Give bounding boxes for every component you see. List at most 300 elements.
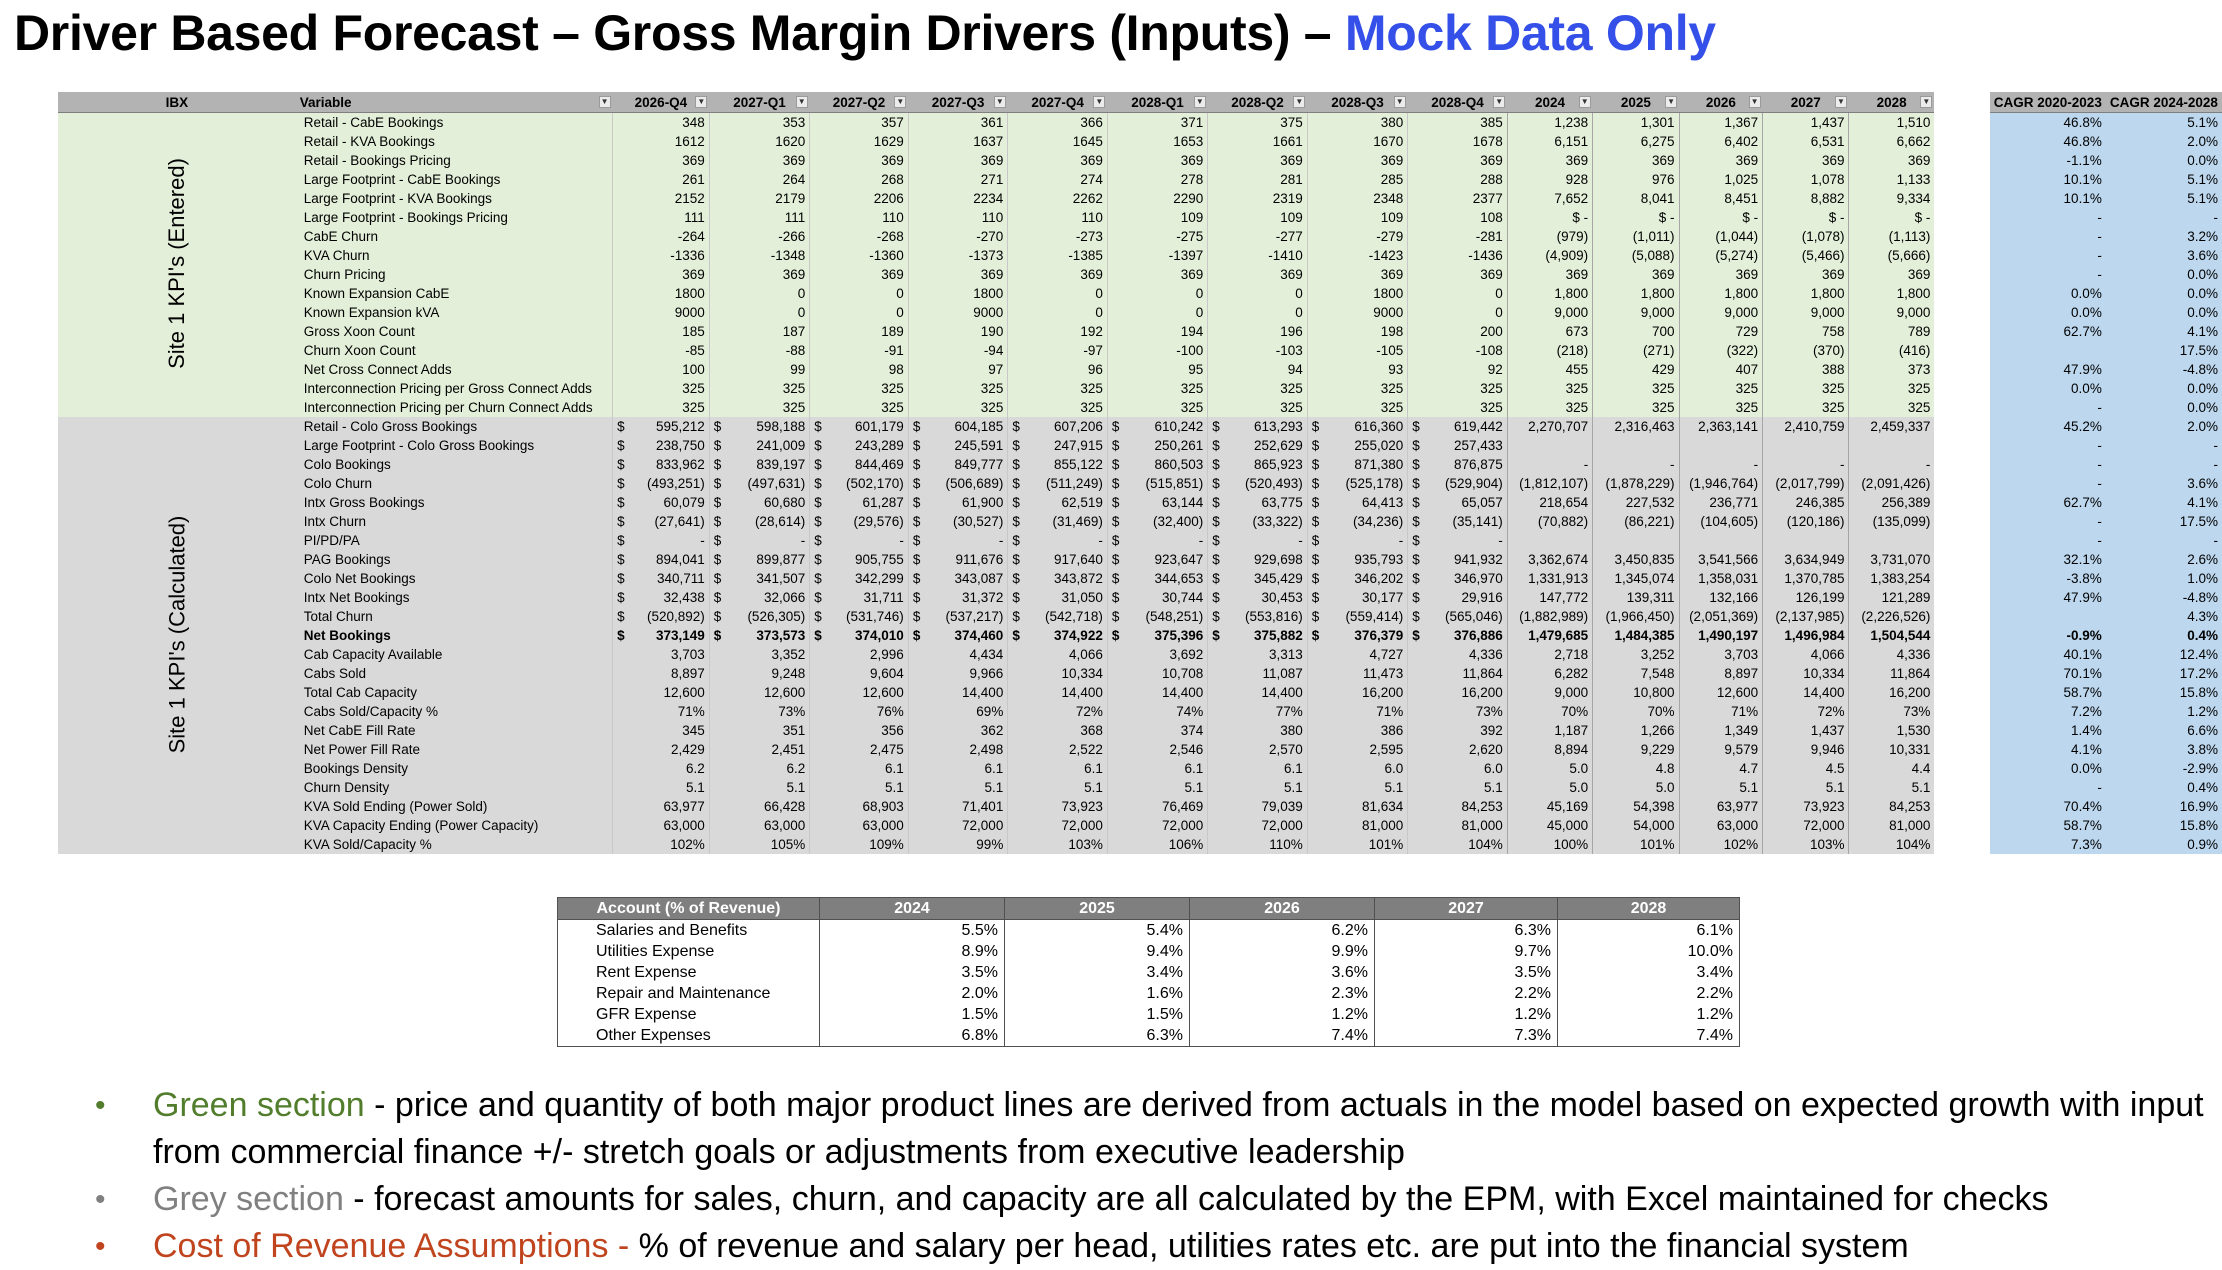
filter-dropdown-icon[interactable]: ▼ [1579,96,1591,108]
quarter-cell[interactable]: 71,401 [908,797,1008,816]
year-cell[interactable]: 369 [1763,151,1849,170]
quarter-cell[interactable]: 2,620 [1408,740,1508,759]
year-cell[interactable]: (86,221) [1593,512,1679,531]
quarter-cell[interactable]: $ - [1408,531,1508,550]
quarter-cell[interactable]: $ 31,711 [810,588,909,607]
quarter-cell[interactable]: -281 [1408,227,1508,246]
quarter-cell[interactable]: 0 [1107,284,1207,303]
quarter-cell[interactable]: 2152 [613,189,710,208]
year-cell[interactable]: 789 [1849,322,1934,341]
quarter-cell[interactable]: 104% [1408,835,1508,854]
quarter-cell[interactable]: $ 373,573 [709,626,809,645]
variable-name[interactable]: Colo Net Bookings [296,569,613,588]
quarter-cell[interactable]: 8,897 [613,664,710,683]
quarter-cell[interactable]: 2,522 [1008,740,1108,759]
quarter-cell[interactable]: 2290 [1107,189,1207,208]
quarter-cell[interactable]: 14,400 [1008,683,1108,702]
quarter-cell[interactable]: $ 60,680 [709,493,809,512]
variable-name[interactable]: Known Expansion CabE [296,284,613,303]
quarter-cell[interactable]: -1410 [1208,246,1308,265]
cor-value[interactable]: 2.2% [1375,983,1558,1004]
year-cell[interactable]: (2,226,526) [1849,607,1934,626]
year-cell[interactable]: 1,025 [1679,170,1763,189]
year-cell[interactable]: 126,199 [1763,588,1849,607]
quarter-cell[interactable]: -275 [1107,227,1207,246]
quarter-cell[interactable]: 351 [709,721,809,740]
cor-value[interactable]: 6.1% [1558,920,1740,942]
filter-dropdown-icon[interactable]: ▼ [1835,96,1847,108]
year-cell[interactable]: 7,548 [1593,664,1679,683]
year-cell[interactable]: 73% [1849,702,1934,721]
header-year[interactable]: 2028 ▼ [1849,92,1934,113]
quarter-cell[interactable]: 12,600 [613,683,710,702]
variable-name[interactable]: KVA Capacity Ending (Power Capacity) [296,816,613,835]
year-cell[interactable]: 16,200 [1849,683,1934,702]
quarter-cell[interactable]: 99% [908,835,1008,854]
quarter-cell[interactable]: 325 [908,398,1008,417]
quarter-cell[interactable]: 73,923 [1008,797,1108,816]
quarter-cell[interactable]: -1360 [810,246,909,265]
header-quarter[interactable]: 2026-Q4 ▼ [613,92,710,113]
quarter-cell[interactable]: $ 844,469 [810,455,909,474]
quarter-cell[interactable]: 369 [908,151,1008,170]
quarter-cell[interactable]: $ (35,141) [1408,512,1508,531]
quarter-cell[interactable]: 0 [1208,303,1308,322]
quarter-cell[interactable]: 12,600 [709,683,809,702]
year-cell[interactable]: 1,800 [1593,284,1679,303]
quarter-cell[interactable]: $ 613,293 [1208,417,1308,436]
year-cell[interactable]: 9,579 [1679,740,1763,759]
year-cell[interactable]: (2,137,985) [1763,607,1849,626]
quarter-cell[interactable]: 110% [1208,835,1308,854]
quarter-cell[interactable]: 74% [1107,702,1207,721]
quarter-cell[interactable]: 196 [1208,322,1308,341]
cor-value[interactable]: 7.4% [1190,1025,1375,1047]
quarter-cell[interactable]: 325 [613,379,710,398]
quarter-cell[interactable]: 264 [709,170,809,189]
quarter-cell[interactable]: $ (511,249) [1008,474,1108,493]
year-cell[interactable]: 70% [1507,702,1592,721]
quarter-cell[interactable]: 16,200 [1408,683,1508,702]
variable-name[interactable]: PI/PD/PA [296,531,613,550]
quarter-cell[interactable]: 109% [810,835,909,854]
year-cell[interactable] [1679,436,1763,455]
quarter-cell[interactable]: 9000 [613,303,710,322]
quarter-cell[interactable]: $ 616,360 [1307,417,1407,436]
quarter-cell[interactable]: $ (29,576) [810,512,909,531]
cor-value[interactable]: 3.4% [1005,962,1190,983]
header-quarter[interactable]: 2028-Q1 ▼ [1107,92,1207,113]
year-cell[interactable] [1763,531,1849,550]
quarter-cell[interactable]: 63,977 [613,797,710,816]
quarter-cell[interactable]: 1637 [908,132,1008,151]
year-cell[interactable] [1507,436,1592,455]
quarter-cell[interactable]: $ 373,149 [613,626,710,645]
quarter-cell[interactable]: 368 [1008,721,1108,740]
quarter-cell[interactable]: $ - [613,531,710,550]
cor-value[interactable]: 6.3% [1005,1025,1190,1047]
quarter-cell[interactable]: 261 [613,170,710,189]
variable-name[interactable]: KVA Sold Ending (Power Sold) [296,797,613,816]
year-cell[interactable] [1679,531,1763,550]
quarter-cell[interactable]: 369 [810,151,909,170]
year-cell[interactable]: 373 [1849,360,1934,379]
cor-value[interactable]: 3.5% [820,962,1005,983]
year-cell[interactable]: 2,363,141 [1679,417,1763,436]
quarter-cell[interactable]: 109 [1107,208,1207,227]
quarter-cell[interactable]: 285 [1307,170,1407,189]
year-cell[interactable]: 1,383,254 [1849,569,1934,588]
year-cell[interactable]: 325 [1763,398,1849,417]
year-cell[interactable]: 325 [1593,379,1679,398]
quarter-cell[interactable]: $ (515,851) [1107,474,1207,493]
year-cell[interactable]: - [1507,455,1592,474]
quarter-cell[interactable]: $ 61,900 [908,493,1008,512]
cor-value[interactable]: 9.9% [1190,941,1375,962]
cor-value[interactable]: 3.5% [1375,962,1558,983]
quarter-cell[interactable]: 0 [1408,284,1508,303]
quarter-cell[interactable]: 6.1 [1008,759,1108,778]
quarter-cell[interactable]: $ 63,775 [1208,493,1308,512]
year-cell[interactable]: 6,662 [1849,132,1934,151]
quarter-cell[interactable]: 0 [1208,284,1308,303]
quarter-cell[interactable]: 325 [1408,398,1508,417]
quarter-cell[interactable]: 3,352 [709,645,809,664]
quarter-cell[interactable]: 356 [810,721,909,740]
quarter-cell[interactable]: 2,475 [810,740,909,759]
year-cell[interactable]: 9,000 [1507,303,1592,322]
quarter-cell[interactable]: $ 941,932 [1408,550,1508,569]
quarter-cell[interactable]: $ (565,046) [1408,607,1508,626]
year-cell[interactable]: (2,051,369) [1679,607,1763,626]
year-cell[interactable]: 4.4 [1849,759,1934,778]
year-cell[interactable]: 45,000 [1507,816,1592,835]
quarter-cell[interactable]: 6.0 [1408,759,1508,778]
year-cell[interactable]: (1,966,450) [1593,607,1679,626]
year-cell[interactable]: 369 [1507,265,1592,284]
year-cell[interactable] [1593,531,1679,550]
quarter-cell[interactable]: $ (520,892) [613,607,710,626]
year-cell[interactable]: (1,113) [1849,227,1934,246]
year-cell[interactable]: (2,017,799) [1763,474,1849,493]
year-cell[interactable]: 71% [1679,702,1763,721]
quarter-cell[interactable]: 9000 [908,303,1008,322]
cor-value[interactable]: 2.0% [820,983,1005,1004]
year-cell[interactable]: 5.0 [1507,759,1592,778]
year-cell[interactable]: 325 [1507,379,1592,398]
year-cell[interactable]: 9,946 [1763,740,1849,759]
quarter-cell[interactable]: 2,498 [908,740,1008,759]
cor-value[interactable]: 7.4% [1558,1025,1740,1047]
quarter-cell[interactable]: $ 341,507 [709,569,809,588]
quarter-cell[interactable]: 5.1 [1107,778,1207,797]
year-cell[interactable]: 72,000 [1763,816,1849,835]
header-quarter[interactable]: 2028-Q2 ▼ [1208,92,1308,113]
header-quarter[interactable]: 2027-Q3 ▼ [908,92,1008,113]
quarter-cell[interactable]: 16,200 [1307,683,1407,702]
quarter-cell[interactable]: 375 [1208,113,1308,133]
quarter-cell[interactable]: -279 [1307,227,1407,246]
quarter-cell[interactable]: 325 [1008,379,1108,398]
year-cell[interactable]: 8,041 [1593,189,1679,208]
quarter-cell[interactable]: 1661 [1208,132,1308,151]
year-cell[interactable]: (5,274) [1679,246,1763,265]
quarter-cell[interactable]: 325 [1008,398,1108,417]
year-cell[interactable]: 3,450,835 [1593,550,1679,569]
quarter-cell[interactable]: 9,248 [709,664,809,683]
quarter-cell[interactable]: 325 [1107,379,1207,398]
quarter-cell[interactable]: 72,000 [1107,816,1207,835]
quarter-cell[interactable]: 6.1 [1208,759,1308,778]
filter-dropdown-icon[interactable]: ▼ [894,96,906,108]
quarter-cell[interactable]: $ (34,236) [1307,512,1407,531]
quarter-cell[interactable]: 369 [1107,265,1207,284]
quarter-cell[interactable]: 4,336 [1408,645,1508,664]
quarter-cell[interactable]: 2206 [810,189,909,208]
quarter-cell[interactable]: 325 [1208,398,1308,417]
variable-name[interactable]: Total Churn [296,607,613,626]
year-cell[interactable]: 9,334 [1849,189,1934,208]
quarter-cell[interactable]: 187 [709,322,809,341]
quarter-cell[interactable]: 2,996 [810,645,909,664]
quarter-cell[interactable]: $ (502,170) [810,474,909,493]
quarter-cell[interactable]: -108 [1408,341,1508,360]
quarter-cell[interactable]: $ 61,287 [810,493,909,512]
quarter-cell[interactable]: 361 [908,113,1008,133]
quarter-cell[interactable]: -100 [1107,341,1207,360]
variable-name[interactable]: CabE Churn [296,227,613,246]
quarter-cell[interactable]: $ (559,414) [1307,607,1407,626]
year-cell[interactable]: (5,466) [1763,246,1849,265]
year-cell[interactable]: (4,909) [1507,246,1592,265]
header-quarter[interactable]: 2028-Q4 ▼ [1408,92,1508,113]
quarter-cell[interactable]: 105% [709,835,809,854]
quarter-cell[interactable]: 325 [908,379,1008,398]
year-cell[interactable]: 1,437 [1763,113,1849,133]
year-cell[interactable]: 700 [1593,322,1679,341]
quarter-cell[interactable]: 1629 [810,132,909,151]
quarter-cell[interactable]: $ 607,206 [1008,417,1108,436]
quarter-cell[interactable]: $ 929,698 [1208,550,1308,569]
year-cell[interactable]: 1,530 [1849,721,1934,740]
year-cell[interactable]: (2,091,426) [1849,474,1934,493]
quarter-cell[interactable]: $ 604,185 [908,417,1008,436]
quarter-cell[interactable]: $ 32,438 [613,588,710,607]
quarter-cell[interactable]: 1645 [1008,132,1108,151]
quarter-cell[interactable]: 369 [613,151,710,170]
quarter-cell[interactable]: -1336 [613,246,710,265]
year-cell[interactable]: (5,088) [1593,246,1679,265]
quarter-cell[interactable]: 11,864 [1408,664,1508,683]
cor-value[interactable]: 1.6% [1005,983,1190,1004]
filter-dropdown-icon[interactable]: ▼ [1394,96,1406,108]
quarter-cell[interactable]: 1653 [1107,132,1207,151]
year-cell[interactable] [1507,531,1592,550]
quarter-cell[interactable]: 3,313 [1208,645,1308,664]
quarter-cell[interactable]: 2377 [1408,189,1508,208]
quarter-cell[interactable]: $ 64,413 [1307,493,1407,512]
year-cell[interactable]: $ - [1763,208,1849,227]
quarter-cell[interactable]: 100 [613,360,710,379]
quarter-cell[interactable]: $ 31,372 [908,588,1008,607]
quarter-cell[interactable]: $ - [1107,531,1207,550]
year-cell[interactable]: 369 [1507,151,1592,170]
quarter-cell[interactable]: 369 [613,265,710,284]
quarter-cell[interactable]: 369 [1408,151,1508,170]
year-cell[interactable]: 1,800 [1849,284,1934,303]
quarter-cell[interactable]: $ 610,242 [1107,417,1207,436]
quarter-cell[interactable]: $ 63,144 [1107,493,1207,512]
year-cell[interactable]: 928 [1507,170,1592,189]
quarter-cell[interactable]: 6.1 [1107,759,1207,778]
year-cell[interactable]: 1,370,785 [1763,569,1849,588]
quarter-cell[interactable]: $ 839,197 [709,455,809,474]
quarter-cell[interactable]: 6.1 [908,759,1008,778]
quarter-cell[interactable]: $ 62,519 [1008,493,1108,512]
quarter-cell[interactable]: 325 [1107,398,1207,417]
quarter-cell[interactable]: $ 346,202 [1307,569,1407,588]
variable-name[interactable]: Intx Churn [296,512,613,531]
quarter-cell[interactable]: $ 871,380 [1307,455,1407,474]
quarter-cell[interactable]: 281 [1208,170,1308,189]
quarter-cell[interactable]: 9,604 [810,664,909,683]
quarter-cell[interactable]: $ 30,744 [1107,588,1207,607]
year-cell[interactable]: 8,897 [1679,664,1763,683]
year-cell[interactable]: 5.1 [1679,778,1763,797]
quarter-cell[interactable]: 1620 [709,132,809,151]
quarter-cell[interactable]: -1385 [1008,246,1108,265]
header-year[interactable]: 2026 ▼ [1679,92,1763,113]
quarter-cell[interactable]: $ (28,614) [709,512,809,531]
quarter-cell[interactable]: 345 [613,721,710,740]
year-cell[interactable]: 4.8 [1593,759,1679,778]
quarter-cell[interactable]: 5.1 [709,778,809,797]
quarter-cell[interactable]: $ 911,676 [908,550,1008,569]
year-cell[interactable]: - [1763,455,1849,474]
quarter-cell[interactable]: $ 376,379 [1307,626,1407,645]
year-cell[interactable]: $ - [1849,208,1934,227]
year-cell[interactable]: 1,800 [1763,284,1849,303]
quarter-cell[interactable]: 362 [908,721,1008,740]
year-cell[interactable]: 1,187 [1507,721,1592,740]
quarter-cell[interactable]: 81,000 [1307,816,1407,835]
quarter-cell[interactable]: 81,634 [1307,797,1407,816]
quarter-cell[interactable]: 6.2 [709,759,809,778]
quarter-cell[interactable]: 380 [1307,113,1407,133]
quarter-cell[interactable]: 2348 [1307,189,1407,208]
year-cell[interactable]: 227,532 [1593,493,1679,512]
quarter-cell[interactable]: 10,334 [1008,664,1108,683]
quarter-cell[interactable]: 14,400 [908,683,1008,702]
quarter-cell[interactable]: -1348 [709,246,809,265]
quarter-cell[interactable]: $ 876,875 [1408,455,1508,474]
year-cell[interactable]: 388 [1763,360,1849,379]
year-cell[interactable]: 8,451 [1679,189,1763,208]
year-cell[interactable]: 70% [1593,702,1679,721]
year-cell[interactable]: (5,666) [1849,246,1934,265]
variable-name[interactable]: Cabs Sold [296,664,613,683]
quarter-cell[interactable]: $ - [908,531,1008,550]
quarter-cell[interactable]: $ 238,750 [613,436,710,455]
variable-name[interactable]: Large Footprint - CabE Bookings [296,170,613,189]
quarter-cell[interactable]: $ (493,251) [613,474,710,493]
variable-name[interactable]: Colo Bookings [296,455,613,474]
year-cell[interactable]: 325 [1507,398,1592,417]
quarter-cell[interactable]: $ 917,640 [1008,550,1108,569]
year-cell[interactable]: 4.5 [1763,759,1849,778]
quarter-cell[interactable]: 392 [1408,721,1508,740]
variable-name[interactable]: KVA Sold/Capacity % [296,835,613,854]
year-cell[interactable] [1593,436,1679,455]
year-cell[interactable]: 1,800 [1679,284,1763,303]
header-year[interactable]: 2025 ▼ [1593,92,1679,113]
year-cell[interactable]: 121,289 [1849,588,1934,607]
quarter-cell[interactable]: 369 [1307,265,1407,284]
quarter-cell[interactable]: 369 [709,265,809,284]
variable-name[interactable]: Bookings Density [296,759,613,778]
year-cell[interactable]: 325 [1679,398,1763,417]
quarter-cell[interactable]: $ (506,689) [908,474,1008,493]
year-cell[interactable]: 4.7 [1679,759,1763,778]
year-cell[interactable]: 1,301 [1593,113,1679,133]
variable-name[interactable]: Cab Capacity Available [296,645,613,664]
quarter-cell[interactable]: 271 [908,170,1008,189]
cor-value[interactable]: 6.8% [820,1025,1005,1047]
year-cell[interactable]: 4,336 [1849,645,1934,664]
quarter-cell[interactable]: 5.1 [1008,778,1108,797]
header-quarter[interactable]: 2027-Q1 ▼ [709,92,809,113]
quarter-cell[interactable]: 2,570 [1208,740,1308,759]
filter-dropdown-icon[interactable]: ▼ [1749,96,1761,108]
quarter-cell[interactable]: 72% [1008,702,1108,721]
quarter-cell[interactable]: 101% [1307,835,1407,854]
quarter-cell[interactable]: $ 31,050 [1008,588,1108,607]
cor-value[interactable]: 1.2% [1375,1004,1558,1025]
year-cell[interactable]: 147,772 [1507,588,1592,607]
year-cell[interactable]: 101% [1593,835,1679,854]
quarter-cell[interactable]: 76% [810,702,909,721]
quarter-cell[interactable]: 1800 [908,284,1008,303]
quarter-cell[interactable]: 0 [1107,303,1207,322]
year-cell[interactable]: 54,000 [1593,816,1679,835]
quarter-cell[interactable]: 325 [709,379,809,398]
quarter-cell[interactable]: $ 342,299 [810,569,909,588]
year-cell[interactable]: (1,946,764) [1679,474,1763,493]
filter-dropdown-icon[interactable]: ▼ [994,96,1006,108]
year-cell[interactable]: 1,437 [1763,721,1849,740]
quarter-cell[interactable]: 96 [1008,360,1108,379]
quarter-cell[interactable]: $ 65,057 [1408,493,1508,512]
quarter-cell[interactable]: 9,966 [908,664,1008,683]
year-cell[interactable]: (1,011) [1593,227,1679,246]
quarter-cell[interactable]: $ (525,178) [1307,474,1407,493]
quarter-cell[interactable]: 2,595 [1307,740,1407,759]
quarter-cell[interactable]: 189 [810,322,909,341]
quarter-cell[interactable]: -94 [908,341,1008,360]
quarter-cell[interactable]: $ 374,922 [1008,626,1108,645]
quarter-cell[interactable]: 106% [1107,835,1207,854]
variable-name[interactable]: Interconnection Pricing per Churn Connect Adds [296,398,613,417]
variable-name[interactable]: Large Footprint - Colo Gross Bookings [296,436,613,455]
quarter-cell[interactable]: -1423 [1307,246,1407,265]
quarter-cell[interactable]: 369 [1008,151,1108,170]
year-cell[interactable]: 369 [1849,151,1934,170]
quarter-cell[interactable]: $ 243,289 [810,436,909,455]
filter-dropdown-icon[interactable]: ▼ [796,96,808,108]
quarter-cell[interactable]: 0 [1008,284,1108,303]
quarter-cell[interactable]: $ 865,923 [1208,455,1308,474]
quarter-cell[interactable]: 325 [810,398,909,417]
